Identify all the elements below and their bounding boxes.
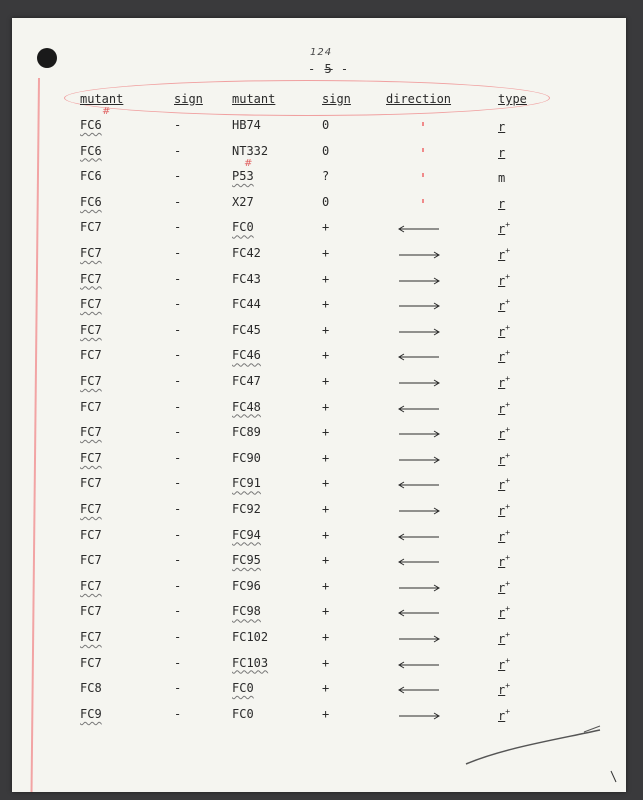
type-superscript: + bbox=[505, 527, 511, 537]
mutant-1: FC7 bbox=[80, 553, 102, 568]
table-row bbox=[12, 681, 626, 701]
mutant-2: FC47 bbox=[232, 374, 261, 388]
mutant-1: FC7 bbox=[80, 348, 102, 363]
type-cell bbox=[498, 425, 510, 441]
mutant-1: FC6 bbox=[80, 194, 102, 209]
type-cell bbox=[498, 246, 510, 262]
document-page bbox=[12, 18, 626, 792]
mutant-2: P53 bbox=[232, 169, 254, 184]
table-row bbox=[12, 220, 626, 240]
mutant-2: FC96 bbox=[232, 578, 261, 593]
type-superscript: + bbox=[505, 630, 511, 639]
type-superscript: + bbox=[505, 706, 511, 716]
sign-2: + bbox=[322, 476, 330, 491]
arrow-left-icon bbox=[398, 660, 440, 670]
type-value: r bbox=[498, 683, 506, 698]
mutant-1: FC8 bbox=[80, 681, 102, 696]
type-cell bbox=[498, 323, 510, 339]
type-cell bbox=[498, 502, 510, 518]
arrow-right-icon bbox=[398, 301, 440, 311]
arrow-left-icon bbox=[398, 352, 440, 362]
red-tick-mark bbox=[422, 173, 424, 177]
punch-hole bbox=[37, 48, 57, 68]
table-row bbox=[12, 528, 626, 548]
sign-2: + bbox=[322, 681, 330, 696]
table-row bbox=[12, 246, 626, 266]
red-margin-mark: # bbox=[102, 106, 111, 117]
mutant-2: FC90 bbox=[232, 450, 261, 465]
sign-1: - bbox=[174, 425, 182, 440]
type-value: r bbox=[498, 273, 506, 288]
type-cell bbox=[498, 297, 510, 313]
type-value: r bbox=[498, 350, 506, 365]
arrow-right-icon bbox=[398, 327, 440, 337]
sign-1: - bbox=[174, 630, 182, 644]
mutant-1: FC7 bbox=[80, 374, 102, 388]
type-cell bbox=[498, 630, 510, 646]
type-value: r bbox=[498, 401, 506, 416]
arrow-right-icon bbox=[398, 711, 440, 721]
sign-2: + bbox=[322, 553, 330, 568]
sign-2: + bbox=[322, 374, 330, 388]
mutant-1: FC9 bbox=[80, 706, 102, 721]
arrow-right-icon bbox=[398, 250, 440, 260]
red-tick-mark bbox=[422, 148, 424, 152]
type-value: r bbox=[498, 580, 506, 595]
type-value: r bbox=[498, 657, 506, 672]
header-sign-1: sign bbox=[174, 92, 203, 106]
sign-1: - bbox=[174, 681, 182, 696]
table-row bbox=[12, 425, 626, 445]
sign-1: - bbox=[174, 118, 182, 132]
sign-1: - bbox=[174, 220, 182, 235]
mutant-1: FC7 bbox=[80, 476, 102, 491]
mutant-1: FC6 bbox=[80, 169, 102, 184]
table-row bbox=[12, 553, 626, 573]
type-cell bbox=[498, 579, 510, 595]
table-row bbox=[12, 195, 626, 215]
mutant-1: FC7 bbox=[80, 527, 102, 542]
sign-2: + bbox=[322, 604, 330, 619]
sign-1: - bbox=[174, 169, 182, 184]
corner-mark bbox=[610, 770, 618, 784]
table-row bbox=[12, 297, 626, 317]
mutant-1: FC7 bbox=[80, 399, 102, 414]
sign-1: - bbox=[174, 194, 182, 209]
type-superscript: + bbox=[505, 604, 511, 614]
sign-1: - bbox=[174, 322, 182, 337]
type-superscript: + bbox=[505, 399, 511, 409]
mutant-1: FC7 bbox=[80, 322, 102, 337]
table-row bbox=[12, 118, 626, 138]
arrow-right-icon bbox=[398, 634, 440, 644]
sign-1: - bbox=[174, 246, 182, 260]
mutant-1: FC7 bbox=[80, 604, 102, 619]
sign-2: + bbox=[322, 655, 330, 670]
arrow-right-icon bbox=[398, 506, 440, 516]
sign-2: + bbox=[322, 450, 330, 465]
type-cell bbox=[498, 272, 510, 288]
type-superscript: + bbox=[505, 578, 511, 588]
sign-2: + bbox=[322, 578, 330, 593]
type-value: r bbox=[498, 376, 506, 390]
type-value: r bbox=[498, 555, 506, 570]
header-direction: direction bbox=[386, 92, 452, 106]
arrow-left-icon bbox=[398, 480, 440, 490]
table-row bbox=[12, 400, 626, 420]
red-tick-mark bbox=[422, 122, 424, 126]
type-superscript: + bbox=[505, 425, 511, 435]
sign-1: - bbox=[174, 143, 182, 158]
type-value: r bbox=[498, 222, 506, 237]
table-row bbox=[12, 579, 626, 599]
type-cell bbox=[498, 656, 510, 672]
sign-2: + bbox=[322, 425, 330, 440]
mutant-2: X27 bbox=[232, 194, 254, 209]
table-row bbox=[12, 656, 626, 676]
arrow-left-icon bbox=[398, 685, 440, 695]
mutant-2: FC91 bbox=[232, 476, 261, 491]
type-superscript: + bbox=[505, 220, 511, 230]
mutant-2: NT332 bbox=[232, 143, 269, 158]
arrow-right-icon bbox=[398, 429, 440, 439]
arrow-left-icon bbox=[398, 404, 440, 414]
mutant-1: FC7 bbox=[80, 271, 102, 286]
table-row bbox=[12, 630, 626, 650]
page-number-typed: 5 bbox=[324, 62, 333, 76]
sign-2: + bbox=[322, 348, 330, 363]
table-row bbox=[12, 476, 626, 496]
mutant-1: FC7 bbox=[80, 655, 102, 670]
sign-2: 0 bbox=[322, 194, 330, 209]
type-value: r bbox=[498, 299, 506, 314]
type-cell bbox=[498, 220, 510, 236]
mutant-1: FC7 bbox=[80, 578, 102, 593]
sign-1: - bbox=[174, 527, 182, 542]
arrow-right-icon bbox=[398, 276, 440, 286]
mutant-1: FC7 bbox=[80, 450, 102, 465]
type-cell bbox=[498, 476, 510, 492]
type-value: r bbox=[498, 606, 506, 621]
sign-2: 0 bbox=[322, 118, 330, 132]
sign-1: - bbox=[174, 374, 182, 388]
mutant-1: FC7 bbox=[80, 246, 102, 260]
red-annotation-p53: # bbox=[244, 158, 253, 169]
type-value: m bbox=[498, 171, 506, 186]
type-cell bbox=[498, 374, 510, 390]
type-cell bbox=[498, 681, 510, 697]
sign-2: ? bbox=[322, 169, 330, 184]
mutant-1: FC7 bbox=[80, 502, 102, 516]
type-superscript: + bbox=[505, 348, 511, 358]
arrow-left-icon bbox=[398, 557, 440, 567]
type-superscript: + bbox=[505, 681, 511, 691]
mutant-1: FC7 bbox=[80, 630, 102, 644]
arrow-right-icon bbox=[398, 378, 440, 388]
type-superscript: + bbox=[505, 450, 511, 460]
mutant-2: FC103 bbox=[232, 655, 269, 670]
mutant-2: FC98 bbox=[232, 604, 261, 619]
arrow-right-icon bbox=[398, 455, 440, 465]
type-cell bbox=[498, 604, 510, 620]
sign-2: + bbox=[322, 630, 330, 644]
sign-2: 0 bbox=[322, 143, 330, 158]
type-cell bbox=[498, 195, 505, 211]
type-cell bbox=[498, 400, 510, 416]
sign-2: + bbox=[322, 527, 330, 542]
mutant-2: FC102 bbox=[232, 630, 269, 644]
arrow-left-icon bbox=[398, 608, 440, 618]
red-tick-mark bbox=[422, 199, 424, 203]
sign-2: + bbox=[322, 322, 330, 337]
mutant-1: FC6 bbox=[80, 118, 102, 132]
sign-1: - bbox=[174, 271, 182, 286]
type-cell bbox=[498, 169, 505, 185]
type-value: r bbox=[498, 145, 506, 160]
arrow-left-icon bbox=[398, 224, 440, 234]
type-cell bbox=[498, 451, 510, 467]
mutant-2: FC0 bbox=[232, 681, 254, 696]
sign-2: + bbox=[322, 297, 330, 312]
page-number: 124 - 5 - bbox=[308, 47, 350, 76]
sign-1: - bbox=[174, 502, 182, 516]
sign-1: - bbox=[174, 604, 182, 619]
type-superscript: + bbox=[505, 502, 511, 511]
mutant-2: FC0 bbox=[232, 220, 254, 235]
type-superscript: + bbox=[505, 374, 511, 383]
type-superscript: + bbox=[505, 322, 511, 332]
sign-1: - bbox=[174, 399, 182, 414]
type-value: r bbox=[498, 427, 506, 442]
mutant-2: FC42 bbox=[232, 246, 261, 260]
mutant-2: FC94 bbox=[232, 527, 261, 542]
sign-2: + bbox=[322, 220, 330, 235]
header-type: type bbox=[498, 92, 527, 106]
sign-1: - bbox=[174, 553, 182, 568]
mutant-2: FC95 bbox=[232, 553, 261, 568]
type-cell bbox=[498, 144, 505, 160]
table-row bbox=[12, 323, 626, 343]
table-row bbox=[12, 348, 626, 368]
header-sign-2: sign bbox=[322, 92, 351, 106]
type-cell bbox=[498, 118, 505, 134]
mutant-2: FC48 bbox=[232, 399, 261, 414]
mutant-2: FC92 bbox=[232, 502, 261, 516]
type-value: r bbox=[498, 452, 506, 467]
sign-2: + bbox=[322, 399, 330, 414]
mutant-1: FC7 bbox=[80, 220, 102, 235]
table-row bbox=[12, 374, 626, 394]
type-value: r bbox=[498, 632, 506, 646]
type-value: r bbox=[498, 529, 506, 544]
type-superscript: + bbox=[505, 297, 511, 307]
table-row bbox=[12, 502, 626, 522]
type-value: r bbox=[498, 478, 506, 493]
sign-2: + bbox=[322, 271, 330, 286]
sign-1: - bbox=[174, 655, 182, 670]
mutant-1: FC7 bbox=[80, 297, 102, 312]
header-mutant-2: mutant bbox=[232, 92, 276, 106]
sign-1: - bbox=[174, 476, 182, 491]
mutant-1: FC7 bbox=[80, 425, 102, 440]
type-value: r bbox=[498, 120, 506, 134]
type-cell bbox=[498, 348, 510, 364]
table-row bbox=[12, 604, 626, 624]
type-cell bbox=[498, 528, 510, 544]
type-value: r bbox=[498, 324, 506, 339]
type-superscript: + bbox=[505, 246, 511, 255]
table-row bbox=[12, 144, 626, 164]
mutant-2: FC89 bbox=[232, 425, 261, 440]
type-value: r bbox=[498, 248, 506, 262]
mutant-2: FC45 bbox=[232, 322, 261, 337]
type-superscript: + bbox=[505, 553, 511, 563]
page-number-handwritten: 124 bbox=[310, 47, 333, 58]
sign-1: - bbox=[174, 450, 182, 465]
mutant-2: FC43 bbox=[232, 271, 261, 286]
arrow-left-icon bbox=[398, 532, 440, 542]
header-mutant-1: mutant bbox=[80, 92, 124, 106]
mutant-2: FC0 bbox=[232, 706, 254, 721]
table-row bbox=[12, 451, 626, 471]
type-superscript: + bbox=[505, 655, 511, 665]
sign-1: - bbox=[174, 348, 182, 363]
mutant-2: FC44 bbox=[232, 297, 261, 312]
mutant-1: FC6 bbox=[80, 143, 102, 158]
table-row bbox=[12, 272, 626, 292]
sign-2: + bbox=[322, 246, 330, 260]
type-superscript: + bbox=[505, 271, 511, 281]
arrow-right-icon bbox=[398, 583, 440, 593]
sign-2: + bbox=[322, 706, 330, 721]
type-value: r bbox=[498, 504, 506, 518]
type-value: r bbox=[498, 196, 506, 211]
type-value: r bbox=[498, 708, 506, 723]
table-row bbox=[12, 169, 626, 189]
sign-2: + bbox=[322, 502, 330, 516]
sign-1: - bbox=[174, 297, 182, 312]
type-superscript: + bbox=[505, 476, 511, 486]
sign-1: - bbox=[174, 706, 182, 721]
mutant-2: FC46 bbox=[232, 348, 261, 363]
pencil-stroke bbox=[464, 718, 604, 768]
sign-1: - bbox=[174, 578, 182, 593]
mutant-2: HB74 bbox=[232, 118, 261, 132]
type-cell bbox=[498, 553, 510, 569]
